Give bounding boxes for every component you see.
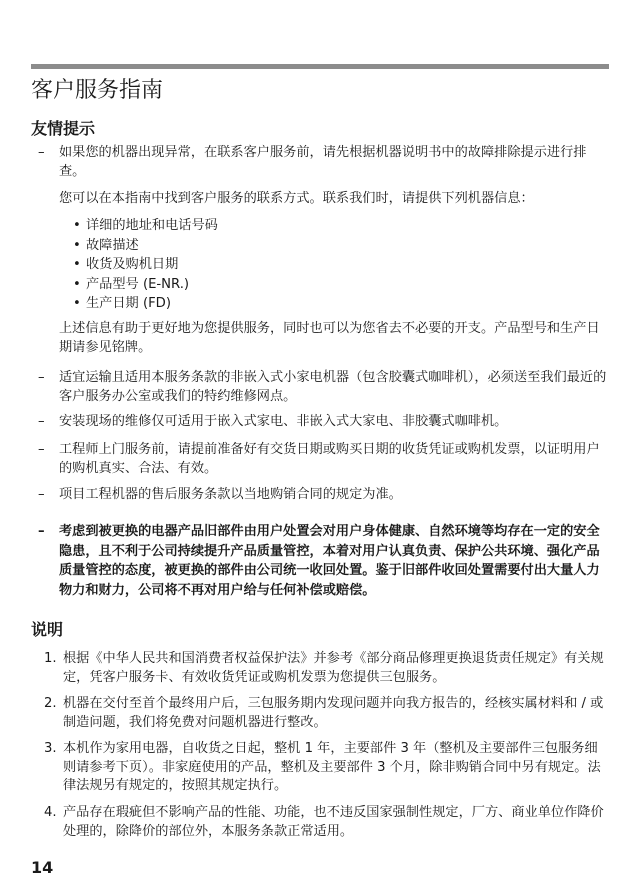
page-title: 客户服务指南 (31, 78, 164, 103)
bullet-icon: • (73, 296, 81, 311)
tip-item-6 (38, 522, 608, 600)
tip-text: 考虑到被更换的电器产品旧部件由用户处置会对用户身体健康、自然环境等均存在一定的安全隐患，且不利于公司持续提升产品质量管控，本着对用户认真负责、保护公共环境、强化产品质量管控的态度，被更换的部件由公司统一收回处置。鉴于旧部件收回处置需要付出大量人力物力和财力，公司将不再对用户给与任何补偿或赔偿。 (59, 524, 600, 598)
dash-marker: – (38, 524, 45, 539)
bullet-icon: • (73, 257, 81, 272)
dash-marker: – (38, 145, 45, 160)
tip-item-2 (38, 369, 608, 406)
tip-text: 项目工程机器的售后服务条款以当地购销合同的规定为准。 (59, 487, 402, 502)
note-text: 产品存在瑕疵但不影响产品的性能、功能，也不违反国家强制性规定，厂方、商业单位作降价处理的，除降价的部位外，本服务条款正常适用。 (63, 805, 604, 839)
dash-marker: – (38, 487, 45, 502)
note-text: 机器在交付至首个最终用户后，三包服务期内发现问题并向我方报告的，经核实属材料和 / 或制造问题，我们将免费对问题机器进行整改。 (63, 696, 604, 730)
note-number: 1. (44, 651, 57, 666)
list-item: • 收货及购机日期 (71, 255, 218, 275)
list-item: • 产品型号 (E-NR.) (71, 275, 218, 295)
note-number: 2. (44, 696, 57, 711)
bullet-icon: • (73, 237, 81, 253)
machine-info-list (71, 216, 218, 314)
notes-heading: 说明 (31, 620, 64, 639)
list-item: • 故障描述 (71, 236, 218, 256)
dash-marker: – (38, 370, 45, 385)
top-rule (31, 64, 609, 69)
list-item: • 详细的地址和电话号码 (71, 216, 218, 236)
tip-text: 适宜运输且适用本服务条款的非嵌入式小家电机器（包含胶囊式咖啡机），必须送至我们最近的客户服务办公室或我们的特约维修网点。 (59, 370, 607, 404)
dash-marker: – (38, 442, 45, 457)
note-number: 4. (44, 805, 57, 820)
page-number: 14 (31, 858, 54, 877)
tip-text: 安装现场的维修仅可适用于嵌入式家电、非嵌入式大家电、非胶囊式咖啡机。 (59, 414, 508, 429)
note-item-2 (44, 695, 610, 732)
note-item-1 (44, 650, 610, 687)
note-item-4 (44, 804, 610, 841)
after-bullets-text: 上述信息有助于更好地为您提供服务，同时也可以为您省去不必要的开支。产品型号和生产日期请参见铭牌。 (59, 321, 600, 355)
dash-marker: – (38, 414, 45, 429)
tip-item-3 (38, 413, 608, 432)
note-text: 根据《中华人民共和国消费者权益保护法》并参考《部分商品修理更换退货责任规定》有关规定，凭客户服务卡、有效收货凭证或购机发票为您提供三包服务。 (63, 651, 604, 685)
note-text: 本机作为家用电器，自收货之日起，整机 1 年，主要部件 3 年（整机及主要部件三包服务细则请参考下页）。非家庭使用的产品，整机及主要部件 3 个月，除非购销合同中另有规定。法律法规另有规定的，按照其规定执行。 (63, 741, 601, 793)
tip-text: 如果您的机器出现异常，在联系客户服务前，请先根据机器说明书中的故障排除提示进行排查。 (59, 145, 587, 179)
tip-text: 工程师上门服务前，请提前准备好有交货日期或购买日期的收货凭证或购机发票，以证明用户的购机真实、合法、有效。 (59, 442, 600, 476)
list-item: • 生产日期 (FD) (71, 294, 218, 314)
contact-intro: 您可以在本指南中找到客户服务的联系方式。联系我们时，请提供下列机器信息： (59, 191, 534, 206)
bullet-icon: • (73, 276, 81, 292)
note-number: 3. (44, 741, 57, 756)
friendly-tips-heading: 友情提示 (31, 119, 96, 138)
note-item-3 (44, 740, 610, 796)
bullet-icon: • (73, 218, 81, 233)
tip-item-4 (38, 441, 608, 478)
tip-item-1 (38, 144, 608, 181)
tip-item-5 (38, 486, 608, 505)
